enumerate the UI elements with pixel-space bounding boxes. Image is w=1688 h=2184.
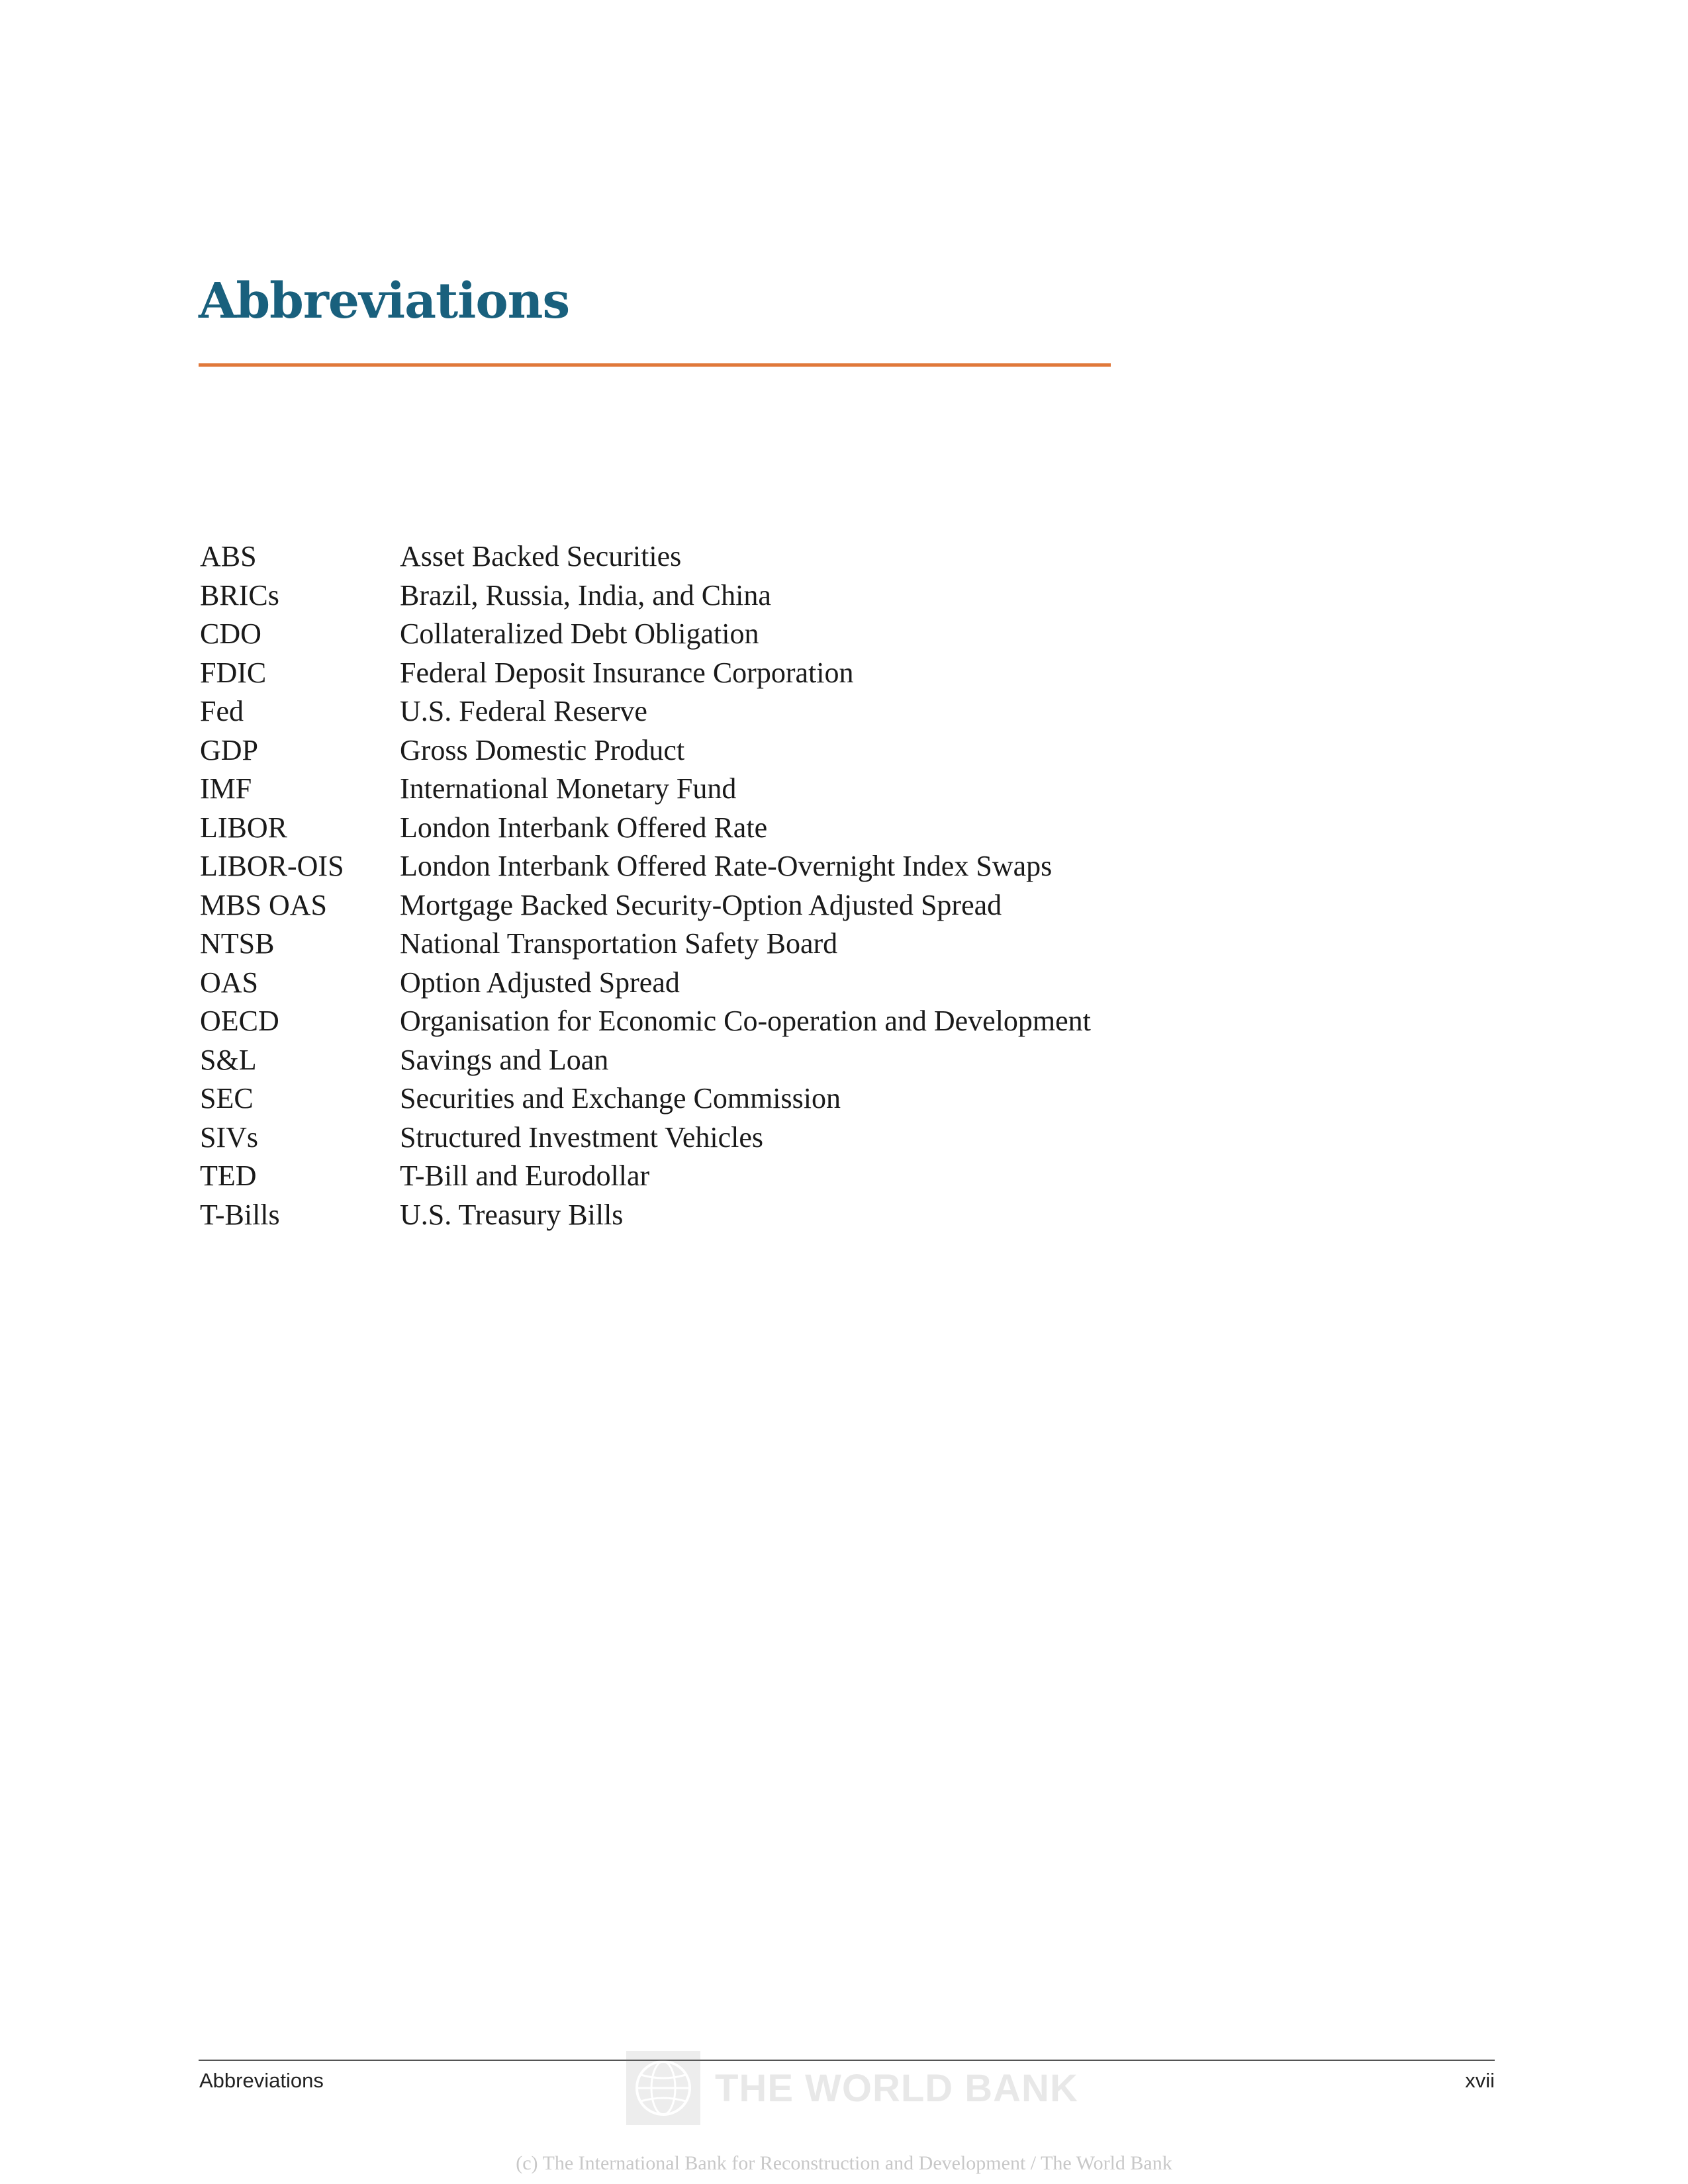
abbreviation-row — [200, 692, 1193, 731]
abbreviation-term: FDIC — [200, 656, 267, 689]
abbreviation-row — [200, 1041, 1193, 1080]
title-divider — [199, 363, 1111, 367]
abbreviation-definition: Collateralized Debt Obligation — [400, 617, 759, 650]
abbreviation-definition: National Transportation Safety Board — [400, 927, 838, 960]
abbreviation-term: SIVs — [200, 1120, 259, 1154]
abbreviation-row — [200, 1196, 1193, 1235]
abbreviation-row — [200, 1157, 1193, 1196]
abbreviation-definition: Organisation for Economic Co-operation and Development — [400, 1005, 1091, 1037]
abbreviation-definition: London Interbank Offered Rate — [400, 811, 768, 844]
abbreviation-term: Fed — [200, 695, 244, 727]
abbreviation-row — [200, 731, 1193, 770]
abbreviation-row — [200, 770, 1193, 809]
abbreviation-row — [200, 654, 1193, 693]
abbreviation-definition: U.S. Federal Reserve — [400, 695, 647, 727]
abbreviation-definition: International Monetary Fund — [400, 772, 737, 805]
abbreviation-definition: Option Adjusted Spread — [400, 966, 680, 999]
abbreviation-term: LIBOR — [200, 811, 287, 844]
abbreviation-definition: Mortgage Backed Security-Option Adjusted Spread — [400, 888, 1002, 921]
abbreviation-row — [200, 537, 1193, 576]
abbreviation-term: NTSB — [200, 927, 275, 960]
abbreviation-row — [200, 576, 1193, 615]
abbreviation-definition: U.S. Treasury Bills — [400, 1198, 624, 1231]
abbreviation-term: GDP — [200, 733, 259, 766]
abbreviation-definition: Federal Deposit Insurance Corporation — [400, 656, 854, 689]
abbreviation-definition: Structured Investment Vehicles — [400, 1120, 764, 1154]
abbreviation-row — [200, 1118, 1193, 1158]
abbreviation-row — [200, 886, 1193, 925]
footer-section-title: Abbreviations — [199, 2069, 324, 2092]
abbreviation-term: OECD — [200, 1005, 279, 1037]
abbreviation-row — [200, 1079, 1193, 1118]
world-bank-globe-icon — [626, 2051, 700, 2125]
abbreviation-definition: Gross Domestic Product — [400, 733, 685, 766]
abbreviation-term: BRICs — [200, 578, 279, 612]
abbreviation-term: CDO — [200, 617, 261, 650]
abbreviation-list — [200, 537, 1193, 1234]
copyright-notice: (c) The International Bank for Reconstruction and Development / The World Bank — [516, 2152, 1172, 2174]
abbreviation-term: IMF — [200, 772, 252, 805]
abbreviation-row — [200, 964, 1193, 1003]
abbreviation-definition: Securities and Exchange Commission — [400, 1082, 841, 1115]
abbreviation-row — [200, 615, 1193, 654]
abbreviation-row — [200, 809, 1193, 848]
abbreviation-term: T-Bills — [200, 1198, 280, 1231]
abbreviation-term: TED — [200, 1160, 257, 1192]
abbreviation-definition: London Interbank Offered Rate-Overnight Index Swaps — [400, 850, 1053, 882]
abbreviation-row — [200, 847, 1193, 886]
abbreviation-term: SEC — [200, 1082, 254, 1115]
abbreviation-definition: Asset Backed Securities — [400, 540, 682, 572]
abbreviation-term: LIBOR-OIS — [200, 850, 344, 882]
abbreviation-definition: T-Bill and Eurodollar — [400, 1160, 650, 1192]
world-bank-watermark — [626, 2046, 1083, 2130]
abbreviation-term: ABS — [200, 540, 257, 572]
page-number: xvii — [1465, 2069, 1495, 2092]
abbreviation-definition: Savings and Loan — [400, 1043, 609, 1076]
abbreviation-term: S&L — [200, 1043, 257, 1076]
watermark-text: THE WORLD BANK — [715, 2066, 1078, 2110]
abbreviation-row — [200, 925, 1193, 964]
abbreviation-term: OAS — [200, 966, 259, 999]
abbreviation-term: MBS OAS — [200, 888, 327, 921]
abbreviation-definition: Brazil, Russia, India, and China — [400, 578, 771, 612]
abbreviation-row — [200, 1002, 1193, 1041]
page-title: Abbreviations — [199, 273, 570, 330]
